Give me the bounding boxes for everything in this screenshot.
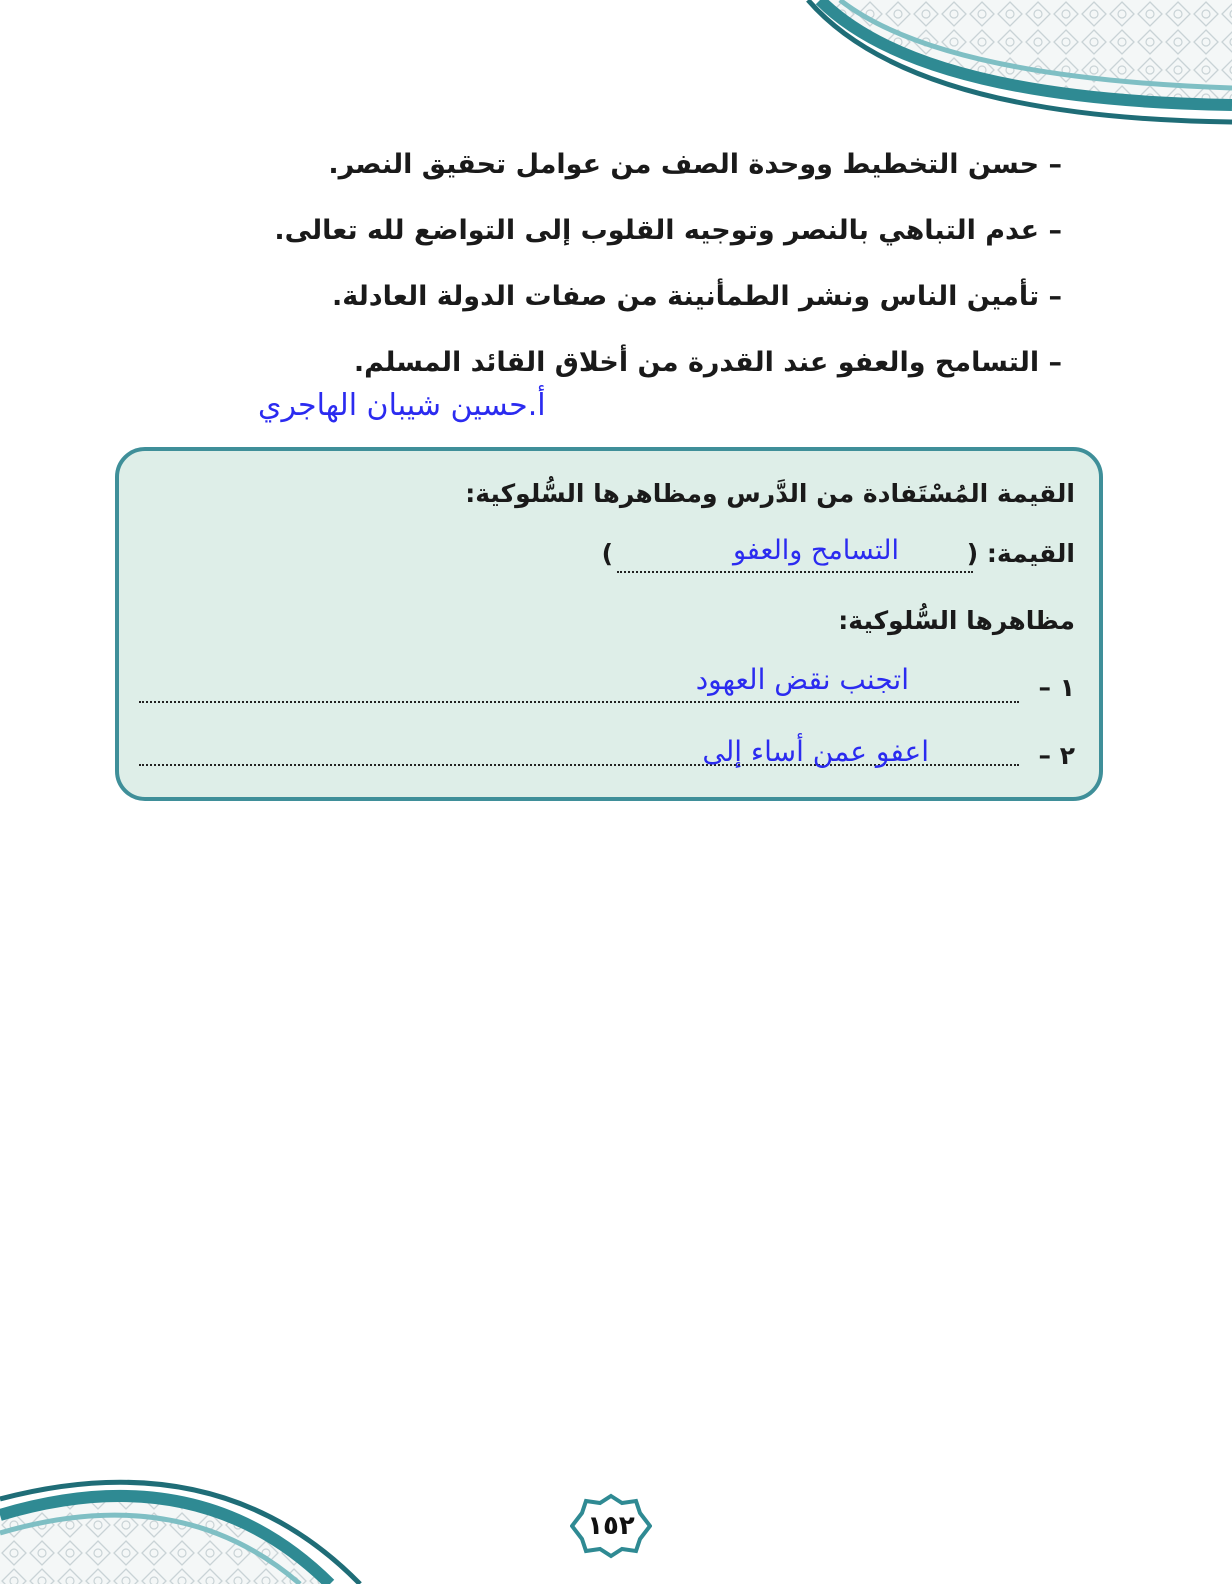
top-ornament-banner <box>800 0 1232 125</box>
lesson-conclusions-list <box>274 140 1062 404</box>
page-number-badge <box>570 1493 652 1559</box>
page-number: ١٥٢ <box>587 1511 635 1541</box>
behavior-answer-line <box>139 701 1019 703</box>
teacher-signature: أ.حسين شيبان الهاجري <box>258 388 546 423</box>
conclusion-item: – حسن التخطيط ووحدة الصف من عوامل تحقيق النصر. <box>328 149 1062 180</box>
behavior-answer: اعفو عمن أساء إلى <box>702 735 929 768</box>
behaviors-title: مظاهرها السُّلوكية: <box>838 606 1075 635</box>
value-box-title: القيمة المُسْتَفادة من الدَّرس ومظاهرها السُّلوكية: <box>465 479 1075 508</box>
conclusion-item: – عدم التباهي بالنصر وتوجيه القلوب إلى التواضع لله تعالى. <box>274 215 1062 246</box>
behavior-number: ١ – <box>1038 673 1075 702</box>
value-close-paren: ) <box>601 539 613 568</box>
conclusion-item: – التسامح والعفو عند القدرة من أخلاق القائد المسلم. <box>353 347 1062 378</box>
lesson-value-box <box>115 447 1103 801</box>
bottom-ornament-banner <box>0 1455 400 1584</box>
behavior-number: ٢ – <box>1038 741 1075 770</box>
value-label: القيمة: ( <box>966 539 1075 568</box>
value-answer-line <box>617 571 973 573</box>
conclusion-item: – تأمين الناس ونشر الطمأنينة من صفات الدولة العادلة. <box>332 281 1062 312</box>
value-answer: التسامح والعفو <box>732 535 899 566</box>
behavior-answer: اتجنب نقض العهود <box>695 663 909 696</box>
